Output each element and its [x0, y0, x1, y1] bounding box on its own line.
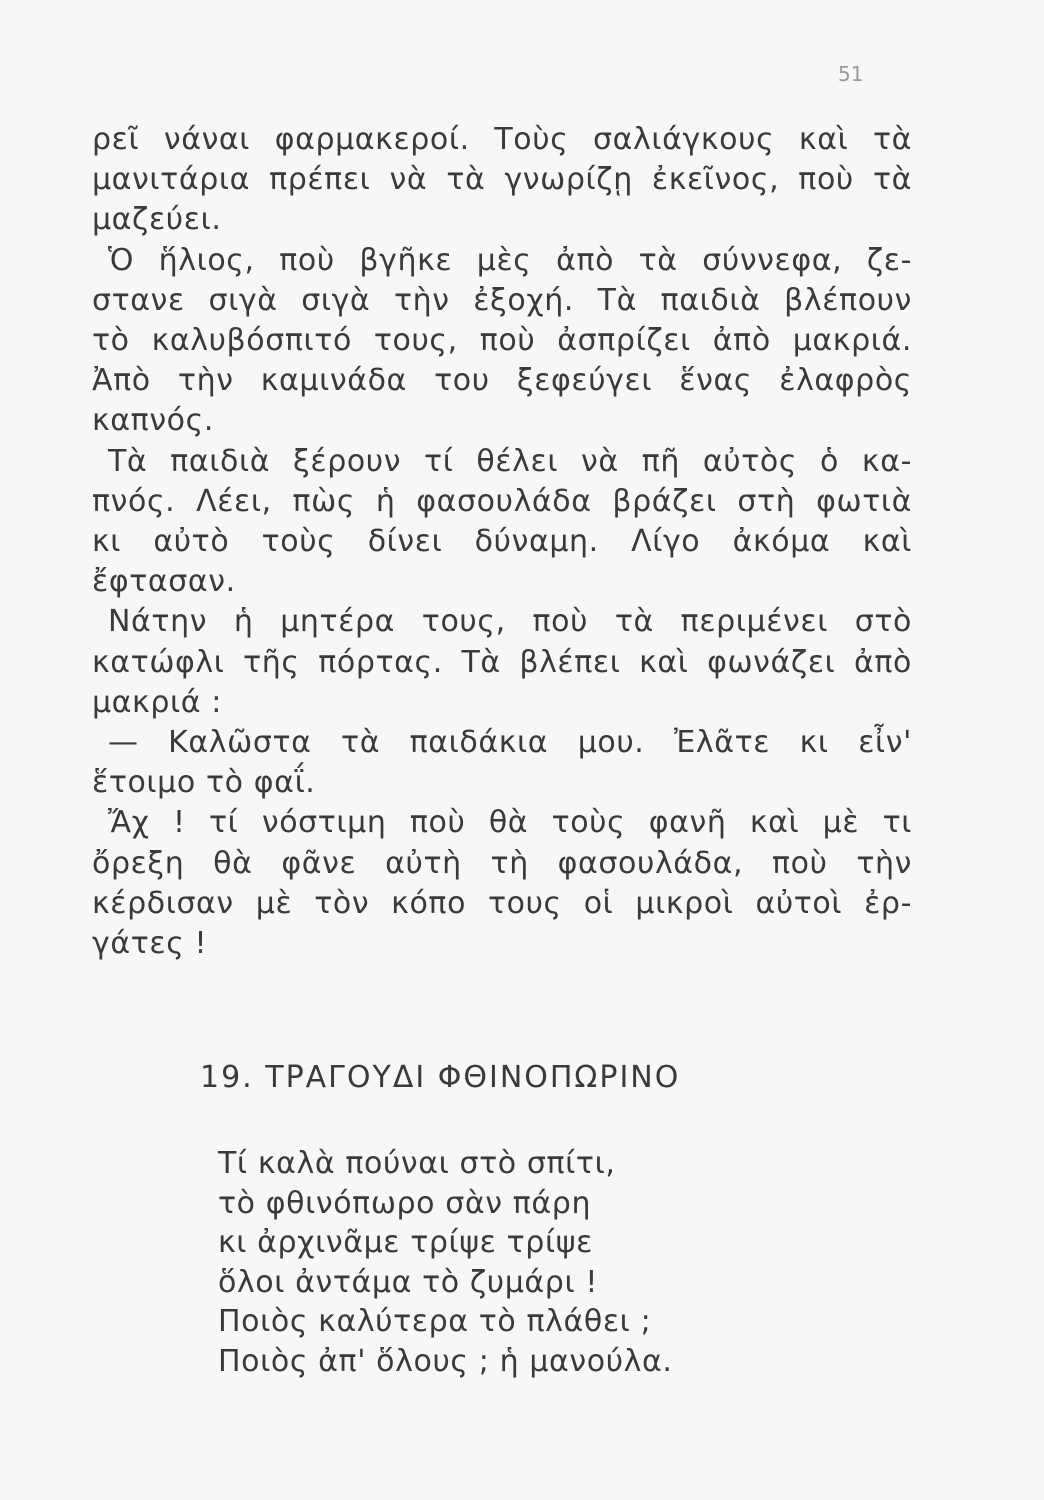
text-line: Ἀπὸ τὴν καμινάδα του ξεφεύγει ἕνας ἐλαφρὸς [92, 363, 912, 399]
text-line: γάτες ! [92, 926, 208, 962]
text-line: Ἄχ ! τί νόστιμη ποὺ θὰ τοὺς φανῆ καὶ μὲ τι [108, 805, 912, 841]
paragraph [92, 241, 912, 442]
poem-line: Ποιὸς ἀπ' ὅλους ; ἡ μανούλα. [218, 1343, 673, 1379]
page-number: 51 [838, 62, 864, 86]
paragraph [92, 442, 912, 603]
text-line: ὄρεξη θὰ φᾶνε αὐτὴ τὴ φασουλάδα, ποὺ τὴν [92, 845, 912, 881]
text-line: καπνός. [92, 403, 214, 439]
text-line: Ὁ ἥλιος, ποὺ βγῆκε μὲς ἀπὸ τὰ σύννεφα, ζε- [108, 242, 912, 278]
paragraph [92, 723, 912, 803]
poem-line: ὅλοι ἀντάμα τὸ ζυμάρι ! [218, 1264, 598, 1300]
poem-line: τὸ φθινόπωρο σὰν πάρη [218, 1185, 592, 1221]
text-line: κέρδισαν μὲ τὸν κόπο τους οἱ μικροὶ αὐτοὶ ἐρ- [92, 885, 912, 921]
text-line: μαζεύει. [92, 202, 222, 238]
poem-line: κι ἀρχινᾶμε τρίψε τρίψε [218, 1225, 593, 1260]
text-line: κι αὐτὸ τοὺς δίνει δύναμη. Λίγο ἀκόμα καὶ [92, 524, 912, 560]
poem [218, 1144, 673, 1381]
text-line: ἔφτασαν. [92, 564, 236, 600]
text-line: τὸ καλυβόσπιτό τους, ποὺ ἀσπρίζει ἀπὸ μακριά. [92, 323, 912, 359]
text-line: στανε σιγὰ σιγὰ τὴν ἐξοχή. Τὰ παιδιὰ βλέπουν [92, 282, 912, 318]
text-line: μακριά : [92, 684, 222, 720]
text-line: ρεῖ νάναι φαρμακεροί. Τοὺς σαλιάγκους καὶ τὰ [92, 122, 912, 157]
paragraph [92, 602, 912, 723]
section-title: 19. ΤΡΑΓΟΥΔΙ ΦΘΙΝΟΠΩΡΙΝΟ [200, 1060, 681, 1095]
text-line: πνός. Λέει, πὼς ἡ φασουλάδα βράζει στὴ φωτιὰ [92, 483, 912, 519]
poem-line: Τί καλὰ πούναι στὸ σπίτι, [218, 1146, 616, 1181]
body-text [92, 120, 912, 964]
paragraph [92, 120, 912, 241]
text-line: Τὰ παιδιὰ ξέρουν τί θέλει νὰ πῆ αὐτὸς ὁ κα- [108, 443, 912, 479]
text-line: — Καλῶστα τὰ παιδάκια μου. Ἐλᾶτε κι εἶν' [108, 725, 912, 761]
poem-line: Ποιὸς καλύτερα τὸ πλάθει ; [218, 1304, 652, 1339]
paragraph [92, 803, 912, 964]
text-line: ἕτοιμο τὸ φαΐ. [92, 765, 316, 801]
text-line: Νάτην ἡ μητέρα τους, ποὺ τὰ περιμένει στὸ [108, 604, 912, 640]
text-line: κατώφλι τῆς πόρτας. Τὰ βλέπει καὶ φωνάζει ἀπὸ [92, 644, 912, 680]
text-line: μανιτάρια πρέπει νὰ τὰ γνωρίζῃ ἐκεῖνος, ποὺ τὰ [92, 162, 912, 198]
